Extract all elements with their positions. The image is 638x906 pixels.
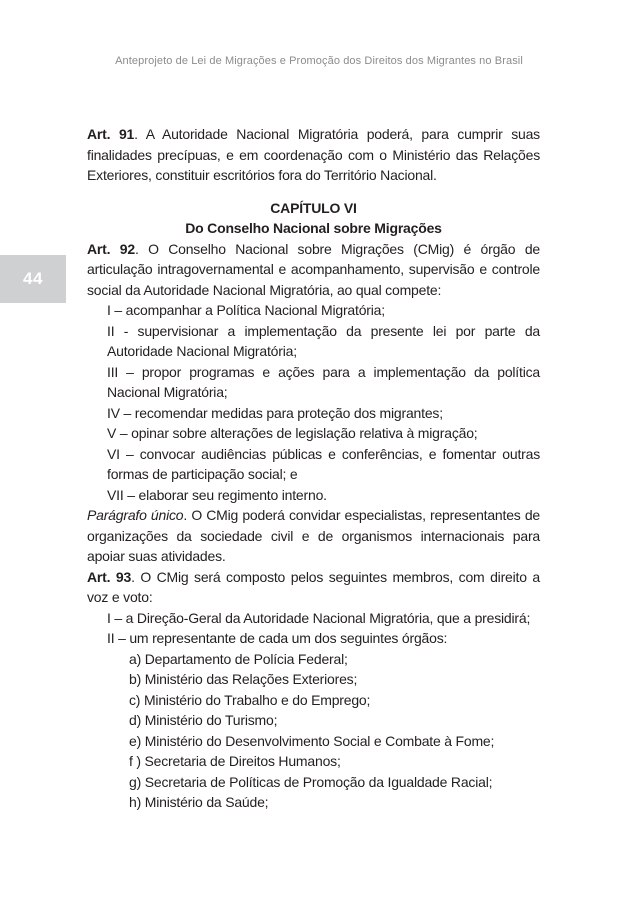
article-92-item: VI – convocar audiências públicas e conferências, e fomentar outras formas de participação social; e: [107, 445, 540, 482]
article-93-subitem: g) Secretaria de Políticas de Promoção da Igualdade Racial;: [129, 773, 493, 790]
article-92-item: III – propor programas e ações para a implementação da política Nacional Migratória;: [107, 363, 540, 400]
article-93: [87, 567, 540, 608]
sole-paragraph-label: Parágrafo único: [87, 507, 184, 523]
chapter-title: Do Conselho Nacional sobre Migrações: [185, 220, 442, 236]
running-header: Anteprojeto de Lei de Migrações e Promoção dos Direitos dos Migrantes no Brasil: [115, 55, 523, 67]
page-number: 44: [23, 269, 43, 288]
article-92-item: IV – recomendar medidas para proteção dos migrantes;: [107, 404, 443, 421]
article-93-subitem: b) Ministério das Relações Exteriores;: [129, 671, 358, 687]
sole-paragraph-text: . O CMig poderá convidar especialistas, representantes de organizações da sociedade civil e de organismos internacionais para apoiar suas atividades.: [87, 507, 540, 564]
article-93-subitem: e) Ministério do Desenvolvimento Social e Combate à Fome;: [129, 732, 495, 749]
article-92-item: V – opinar sobre alterações de legislação relativa à migração;: [107, 425, 478, 441]
page-number-tab: [0, 255, 66, 303]
article-93-subitem: d) Ministério do Turismo;: [129, 712, 278, 728]
article-92-label: Art. 92: [87, 240, 135, 257]
article-92-item: I – acompanhar a Política Nacional Migratória;: [107, 302, 385, 318]
article-91-label: Art. 91: [87, 126, 135, 142]
article-92: [87, 239, 540, 301]
article-93-item: II – um representante de cada um dos seguintes órgãos:: [107, 630, 448, 646]
article-93-subitem: f ) Secretaria de Direitos Humanos;: [129, 753, 341, 769]
article-93-subitem: c) Ministério do Trabalho e do Emprego;: [129, 691, 371, 708]
sole-paragraph: [87, 505, 540, 567]
article-93-subitem: a) Departamento de Polícia Federal;: [129, 650, 348, 667]
article-93-text: . O CMig será composto pelos seguintes membros, com direito a voz e voto:: [87, 568, 540, 605]
article-92-item: II - supervisionar a implementação da presente lei por parte da Autoridade Nacional Migratória;: [107, 322, 540, 359]
article-93-subitem: h) Ministério da Saúde;: [129, 794, 269, 810]
article-93-item: I – a Direção-Geral da Autoridade Nacional Migratória, que a presidirá;: [107, 609, 531, 626]
article-91: [87, 124, 540, 186]
document-body: [87, 124, 540, 813]
article-92-item: VII – elaborar seu regimento interno.: [107, 486, 327, 503]
article-91-text: . A Autoridade Nacional Migratória poderá, para cumprir suas finalidades precípuas, e em coordenação com o Ministério das Relações Exteriores, constituir escritórios fora do Território Nacional.: [87, 126, 540, 183]
article-93-label: Art. 93: [87, 568, 132, 585]
article-92-text: . O Conselho Nacional sobre Migrações (CMig) é órgão de articulação intragovernamental e acompanhamento, supervisão e controle social da Autoridade Nacional Migratória, ao qual compete:: [87, 240, 540, 298]
chapter-heading: [87, 198, 540, 239]
chapter-number: CAPÍTULO VI: [270, 199, 357, 216]
